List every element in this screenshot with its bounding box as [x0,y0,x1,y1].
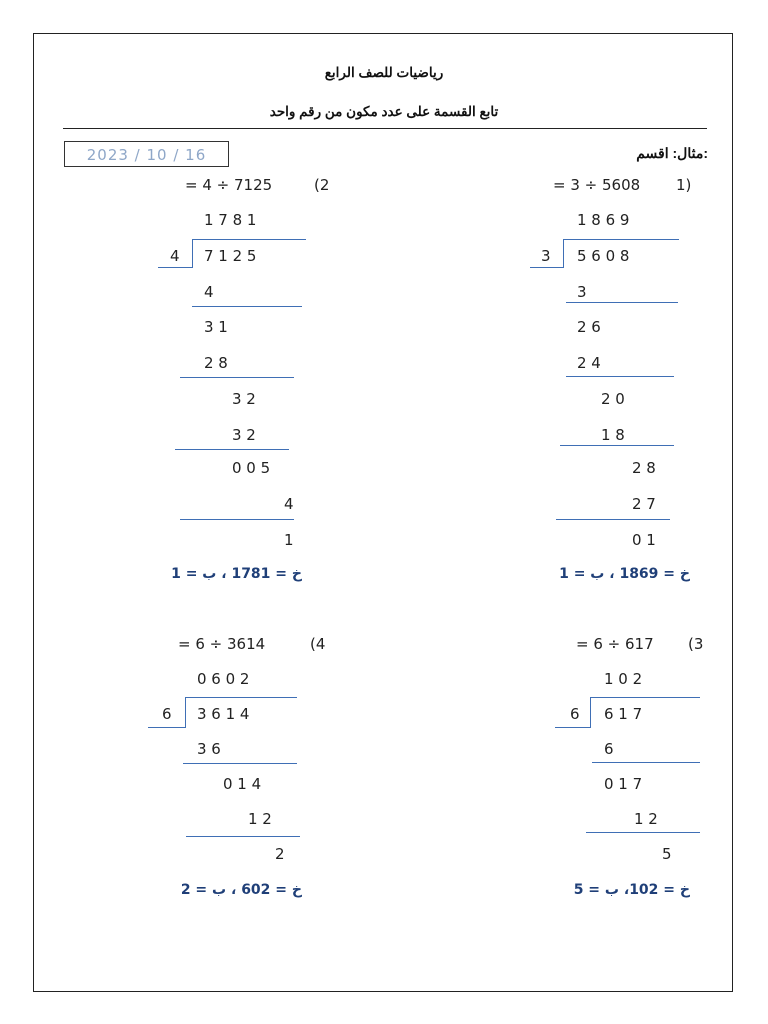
step-value: 6 [604,740,614,758]
step-value: 4 [204,283,214,301]
step-value: 2 8 [204,354,228,372]
date-text: 2023 / 10 / 16 [86,146,207,164]
subtraction-line [186,836,300,837]
example-label: مثال: اقسم: [636,145,708,161]
dividend: 5 6 0 8 [577,247,630,265]
subtraction-line [556,519,670,520]
division-bar [192,239,306,240]
problem-number: (2 [314,176,330,194]
division-bar [185,697,297,698]
subtraction-line [180,519,294,520]
quotient: 1 8 6 9 [577,211,630,229]
step-value: 0 1 4 [223,775,262,793]
step-value: 3 2 [232,426,256,444]
worksheet-title: رياضيات للصف الرابع [324,65,444,80]
quotient: 0 6 0 2 [197,670,250,688]
subtraction-line [180,377,294,378]
problem-equation: = 6 ÷ 3614 [178,635,266,653]
problem-equation: = 4 ÷ 7125 [185,176,273,194]
step-value: 0 0 5 [232,459,271,477]
subtraction-line [175,449,289,450]
step-value: 2 7 [632,495,656,513]
division-bar [590,697,700,698]
problem-equation: = 3 ÷ 5608 [553,176,641,194]
step-value: 2 6 [577,318,601,336]
step-value: 3 6 [197,740,221,758]
division-bracket [192,239,193,267]
step-value: 5 [662,845,672,863]
header-divider [63,128,707,129]
divisor: 4 [170,247,180,265]
step-value: 3 1 [204,318,228,336]
subtraction-line [192,306,302,307]
problem-number: (4 [310,635,326,653]
step-value: 2 8 [632,459,656,477]
division-bracket [563,239,564,267]
division-bracket [185,697,186,727]
division-bar [563,239,679,240]
step-value: 4 [284,495,294,513]
result: خ = 602 ، ب = 2 [180,882,302,898]
step-value: 0 1 7 [604,775,643,793]
dividend: 6 1 7 [604,705,643,723]
divisor-underline [158,267,193,268]
result: خ = 1869 ، ب = 1 [559,566,690,582]
quotient: 1 0 2 [604,670,643,688]
divisor-underline [555,727,591,728]
worksheet-subtitle: تابع القسمة على عدد مكون من رقم واحد [269,104,499,119]
step-value: 0 1 [632,531,656,549]
problem-equation: = 6 ÷ 617 [576,635,654,653]
divisor: 6 [570,705,580,723]
step-value: 2 0 [601,390,625,408]
subtraction-line [560,445,674,446]
date-box [64,141,229,167]
subtraction-line [592,762,700,763]
result: خ = 1781 ، ب = 1 [171,566,302,582]
subtraction-line [586,832,700,833]
dividend: 3 6 1 4 [197,705,250,723]
divisor-underline [148,727,186,728]
subtraction-line [566,302,678,303]
problem-number: (3 [688,635,704,653]
step-value: 2 [275,845,285,863]
step-value: 1 [284,531,294,549]
quotient: 1 7 8 1 [204,211,257,229]
subtraction-line [183,763,297,764]
division-bracket [590,697,591,727]
problem-number: 1) [676,176,692,194]
step-value: 3 2 [232,390,256,408]
step-value: 3 [577,283,587,301]
dividend: 7 1 2 5 [204,247,257,265]
step-value: 2 4 [577,354,601,372]
step-value: 1 2 [248,810,272,828]
subtraction-line [566,376,674,377]
step-value: 1 2 [634,810,658,828]
step-value: 1 8 [601,426,625,444]
result: خ = 102، ب = 5 [573,882,690,898]
divisor: 6 [162,705,172,723]
divisor-underline [530,267,564,268]
divisor: 3 [541,247,551,265]
